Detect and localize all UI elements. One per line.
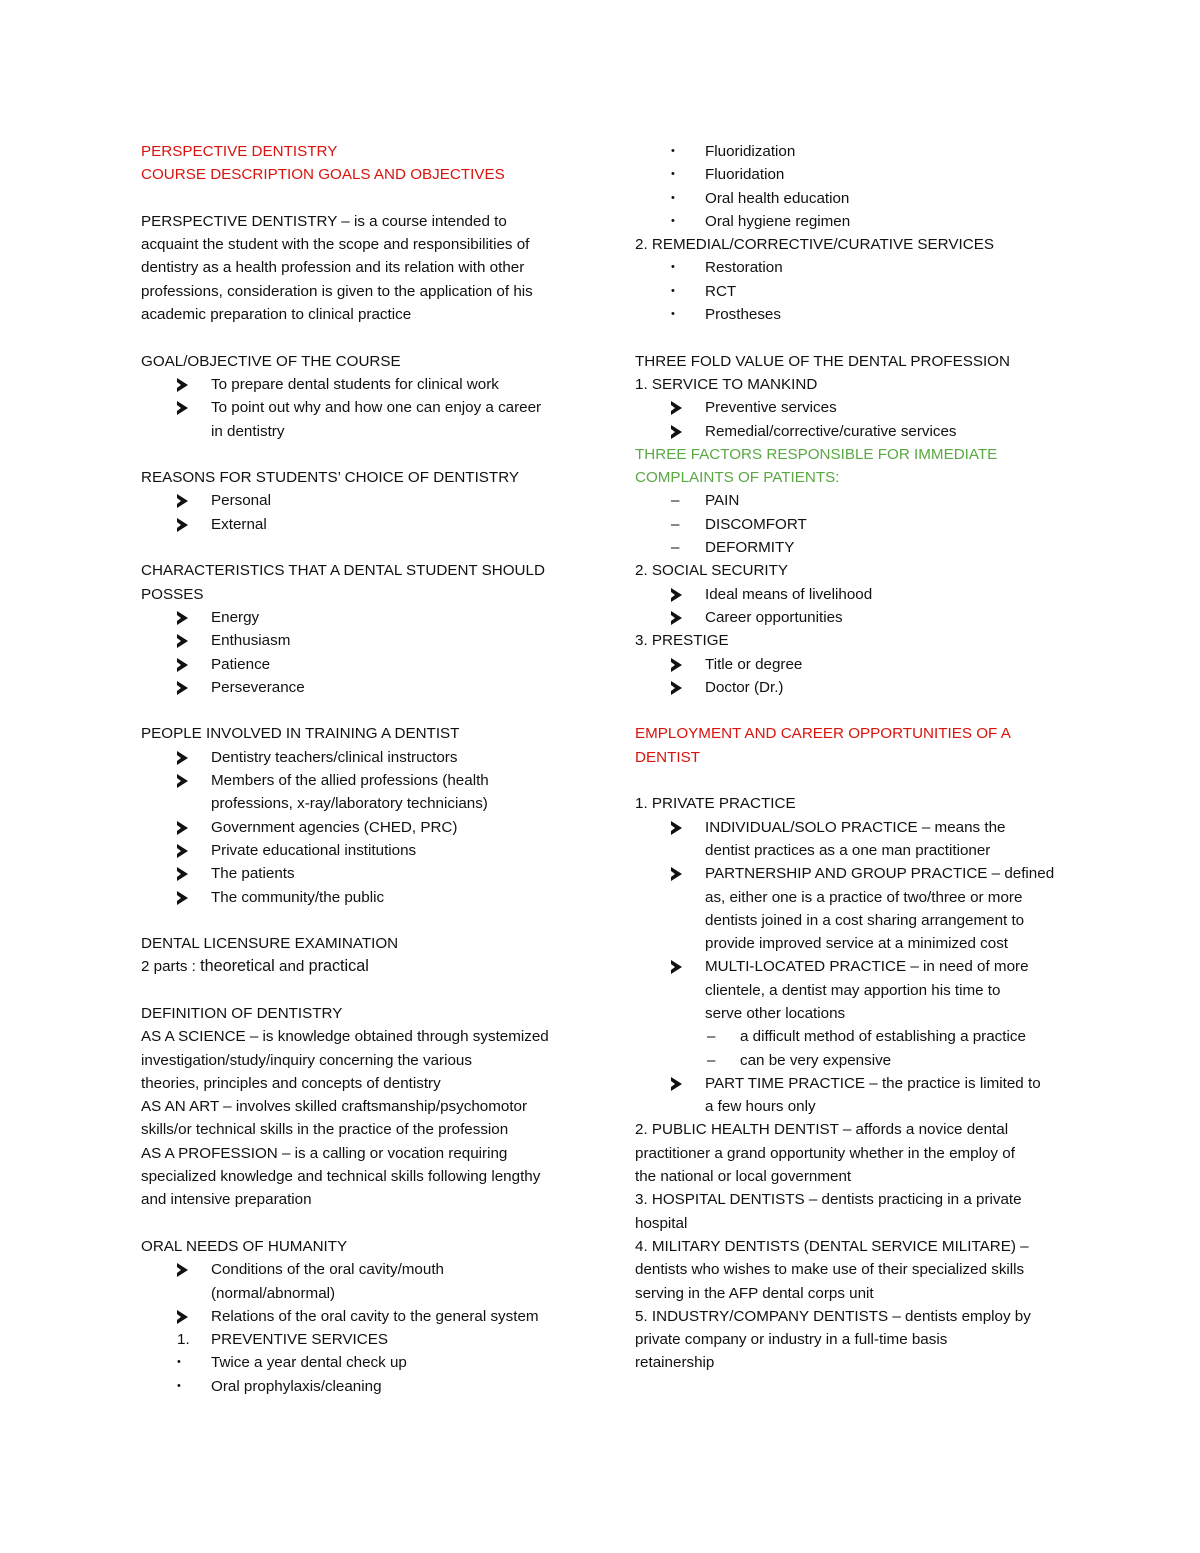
course-description bbox=[141, 210, 569, 326]
goal-heading: GOAL/OBJECTIVE OF THE COURSE bbox=[141, 352, 401, 370]
list-item: Doctor (Dr.) bbox=[635, 676, 1060, 699]
list-item: Ideal means of livelihood bbox=[635, 583, 1060, 606]
bullet-icon: • bbox=[671, 308, 675, 321]
list-item: • Oral prophylaxis/cleaning bbox=[141, 1375, 569, 1398]
desc-line: PERSPECTIVE DENTISTRY – is a course intended to bbox=[141, 212, 507, 230]
preventive-heading: 1. PREVENTIVE SERVICES bbox=[177, 1331, 388, 1349]
list-item: MULTI-LOCATED PRACTICE – in need of more clientele, a dentist may apportion his time to serve other locations bbox=[635, 955, 1060, 1025]
dash-bullet-icon: – bbox=[671, 539, 680, 557]
service-heading: 1. SERVICE TO MANKIND bbox=[635, 375, 818, 393]
list-item: Private educational institutions bbox=[141, 839, 569, 862]
arrow-bullet-icon bbox=[177, 769, 197, 795]
list-item: • RCT bbox=[635, 280, 1060, 303]
list-item: – DISCOMFORT bbox=[635, 513, 1060, 536]
remedial-heading: 2. REMEDIAL/CORRECTIVE/CURATIVE SERVICES bbox=[635, 236, 994, 254]
list-item: To prepare dental students for clinical work bbox=[141, 373, 569, 396]
list-item: Career opportunities bbox=[635, 606, 1060, 629]
list-item: • Fluoridation bbox=[635, 163, 1060, 186]
sub-list-item: – can be very expensive bbox=[635, 1049, 1060, 1072]
bullet-icon: • bbox=[671, 145, 675, 157]
list-item: PART TIME PRACTICE – the practice is limited to a few hours only bbox=[635, 1072, 1060, 1119]
sub-list-item: – a difficult method of establishing a practice bbox=[635, 1025, 1060, 1048]
list-item: Relations of the oral cavity to the general system bbox=[141, 1305, 569, 1328]
definition-heading: DEFINITION OF DENTISTRY bbox=[141, 1004, 343, 1022]
dash-bullet-icon: – bbox=[707, 1051, 716, 1069]
desc-line: dentistry as a health profession and its relation with other bbox=[141, 259, 525, 277]
characteristics-heading: CHARACTERISTICS THAT A DENTAL STUDENT SHOULD POSSES bbox=[141, 562, 545, 603]
arrow-bullet-icon bbox=[671, 676, 691, 702]
list-item: Remedial/corrective/curative services bbox=[635, 420, 1060, 443]
desc-line: professions, consideration is given to the application of his bbox=[141, 282, 533, 300]
private-practice-heading: 1. PRIVATE PRACTICE bbox=[635, 795, 796, 813]
list-item: Patience bbox=[141, 653, 569, 676]
bullet-icon: • bbox=[177, 1356, 181, 1369]
list-item: Title or degree bbox=[635, 653, 1060, 676]
other-opportunities: 2. PUBLIC HEALTH DENTIST – affords a novice dental practitioner a grand opportunity whether in the employ of the national or local government 3. HOSPITAL DENTISTS – dentists practicing in a private hospital 4. MILITARY DENTISTS (DENTAL SERVICE MILITARE) – dentists who wishes to make use of their specialized skills serving in the AFP dental corps unit 5. INDUSTRY/COMPANY DENTISTS – dentists employ by private company or industry in a full-time basis retainership bbox=[635, 1121, 1031, 1372]
document-subtitle: COURSE DESCRIPTION GOALS AND OBJECTIVES bbox=[141, 166, 505, 184]
list-item: Personal bbox=[141, 489, 569, 512]
desc-line: acquaint the student with the scope and responsibilities of bbox=[141, 236, 530, 254]
licensure-line: 2 parts : theoretical and practical bbox=[141, 957, 369, 976]
employment-heading: EMPLOYMENT AND CAREER OPPORTUNITIES OF A DENTIST bbox=[635, 725, 1011, 766]
arrow-bullet-icon bbox=[671, 420, 691, 446]
list-item: Enthusiasm bbox=[141, 629, 569, 652]
list-item: • Prostheses bbox=[635, 303, 1060, 326]
arrow-bullet-icon bbox=[671, 955, 691, 981]
list-item: • Oral hygiene regimen bbox=[635, 210, 1060, 233]
bullet-icon: • bbox=[177, 1379, 181, 1392]
list-item: Perseverance bbox=[141, 676, 569, 699]
bullet-icon: • bbox=[671, 214, 675, 227]
arrow-bullet-icon bbox=[177, 1258, 197, 1284]
list-item: Energy bbox=[141, 606, 569, 629]
arrow-bullet-icon bbox=[671, 862, 691, 888]
list-item: The patients bbox=[141, 862, 569, 885]
list-item: Preventive services bbox=[635, 396, 1060, 419]
list-item: Dentistry teachers/clinical instructors bbox=[141, 746, 569, 769]
list-item: – PAIN bbox=[635, 489, 1060, 512]
bullet-icon: • bbox=[671, 261, 675, 274]
reasons-heading: REASONS FOR STUDENTS’ CHOICE OF DENTISTRY bbox=[141, 469, 520, 487]
list-item: • Oral health education bbox=[635, 187, 1060, 210]
right-column bbox=[635, 140, 1060, 1375]
arrow-bullet-icon bbox=[671, 816, 691, 842]
licensure-heading: DENTAL LICENSURE EXAMINATION bbox=[141, 935, 399, 953]
left-column bbox=[141, 140, 569, 1398]
bullet-icon: • bbox=[671, 168, 675, 181]
bullet-icon: • bbox=[671, 191, 675, 204]
threefold-heading: THREE FOLD VALUE OF THE DENTAL PROFESSION bbox=[635, 352, 1010, 370]
list-item: The community/the public bbox=[141, 886, 569, 909]
dash-bullet-icon: – bbox=[671, 515, 680, 533]
desc-line: academic preparation to clinical practice bbox=[141, 306, 412, 324]
arrow-bullet-icon bbox=[671, 606, 691, 632]
list-item: Government agencies (CHED, PRC) bbox=[141, 816, 569, 839]
people-heading: PEOPLE INVOLVED IN TRAINING A DENTIST bbox=[141, 725, 460, 743]
factors-heading: THREE FACTORS RESPONSIBLE FOR IMMEDIATE COMPLAINTS OF PATIENTS: bbox=[635, 445, 998, 487]
definition-text: AS A SCIENCE – is knowledge obtained through systemized investigation/study/inquiry concerning the various theories, principles and concepts of dentistry AS AN ART – involves skilled craftsmanship/psychomotor skills/or technical skills in the practice of the profession AS A PROFESSION – is a calling or vocation requiring specialized knowledge and technical skills following lengthy and intensive preparation bbox=[141, 1028, 549, 1209]
arrow-bullet-icon bbox=[671, 1072, 691, 1098]
list-item: • Twice a year dental check up bbox=[141, 1351, 569, 1374]
list-item: To point out why and how one can enjoy a career in dentistry bbox=[141, 396, 569, 443]
list-item: PARTNERSHIP AND GROUP PRACTICE – defined as, either one is a practice of two/three or more dentists joined in a cost sharing arrangement to provide improved service at a minimized cost bbox=[635, 862, 1060, 955]
list-item: External bbox=[141, 513, 569, 536]
list-item: INDIVIDUAL/SOLO PRACTICE – means the dentist practices as a one man practitioner bbox=[635, 816, 1060, 863]
list-item: – DEFORMITY bbox=[635, 536, 1060, 559]
arrow-bullet-icon bbox=[177, 396, 197, 422]
arrow-bullet-icon bbox=[177, 513, 197, 539]
arrow-bullet-icon bbox=[177, 886, 197, 912]
list-item: Conditions of the oral cavity/mouth (normal/abnormal) bbox=[141, 1258, 569, 1305]
document-title: PERSPECTIVE DENTISTRY bbox=[141, 143, 338, 160]
arrow-bullet-icon bbox=[177, 676, 197, 702]
dash-bullet-icon: – bbox=[671, 492, 680, 510]
list-item: • Fluoridization bbox=[635, 140, 1060, 163]
list-item: • Restoration bbox=[635, 256, 1060, 279]
oral-needs-heading: ORAL NEEDS OF HUMANITY bbox=[141, 1237, 348, 1255]
dash-bullet-icon: – bbox=[707, 1028, 716, 1046]
prestige-heading: 3. PRESTIGE bbox=[635, 632, 729, 650]
social-heading: 2. SOCIAL SECURITY bbox=[635, 562, 789, 580]
list-item: Members of the allied professions (health professions, x-ray/laboratory technicians) bbox=[141, 769, 569, 816]
bullet-icon: • bbox=[671, 284, 675, 297]
